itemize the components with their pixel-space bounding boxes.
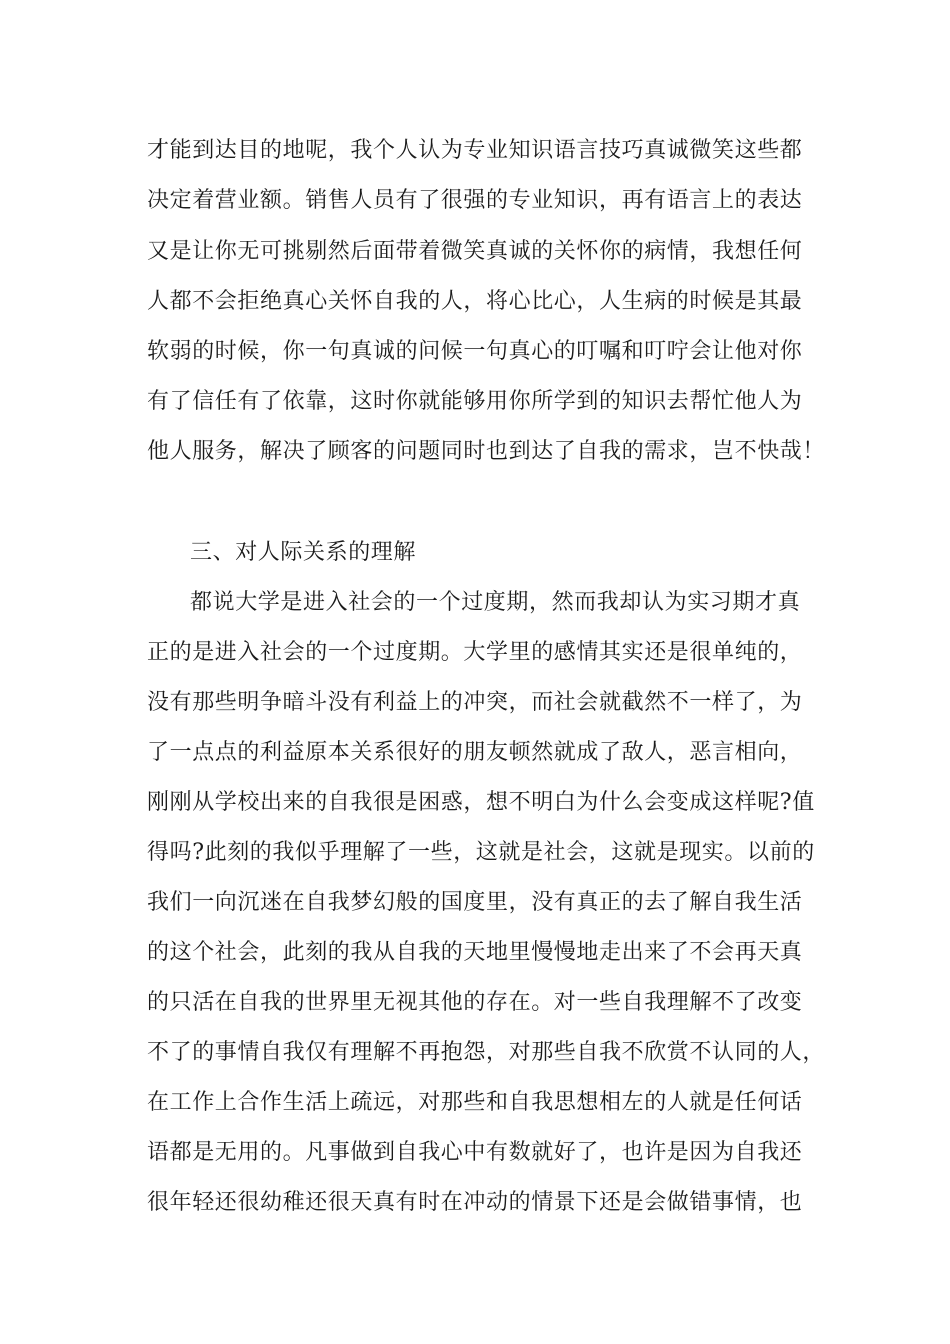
paragraph-line: 的只活在自我的世界里无视其他的存在。对一些自我理解不了改变 [147, 990, 803, 1015]
paragraph-line: 才能到达目的地呢，我个人认为专业知识语言技巧真诚微笑这些都 [147, 138, 803, 163]
paragraph-line: 了一点点的利益原本关系很好的朋友顿然就成了敌人，恶言相向， [147, 740, 803, 765]
paragraph-line: 语都是无用的。凡事做到自我心中有数就好了，也许是因为自我还 [147, 1140, 803, 1165]
section-heading: 三、对人际关系的理解 [190, 540, 417, 565]
paragraph-line: 我们一向沉迷在自我梦幻般的国度里，没有真正的去了解自我生活 [147, 890, 803, 915]
paragraph-line: 人都不会拒绝真心关怀自我的人，将心比心，人生病的时候是其最 [147, 289, 803, 314]
paragraph-line: 他人服务，解决了顾客的问题同时也到达了自我的需求，岂不快哉！ [147, 439, 826, 464]
paragraph-line: 刚刚从学校出来的自我很是困惑，想不明白为什么会变成这样呢?值 [147, 790, 815, 815]
paragraph-line: 软弱的时候，你一句真诚的问候一句真心的叮嘱和叮咛会让他对你 [147, 339, 803, 364]
paragraph-line: 的这个社会，此刻的我从自我的天地里慢慢地走出来了不会再天真 [147, 940, 803, 965]
paragraph-line: 没有那些明争暗斗没有利益上的冲突，而社会就截然不一样了，为 [147, 690, 803, 715]
paragraph-line: 很年轻还很幼稚还很天真有时在冲动的情景下还是会做错事情，也 [147, 1190, 803, 1215]
paragraph-line: 又是让你无可挑剔然后面带着微笑真诚的关怀你的病情，我想任何 [147, 239, 803, 264]
paragraph-line: 得吗?此刻的我似乎理解了一些，这就是社会，这就是现实。以前的 [147, 840, 815, 865]
paragraph-line: 决定着营业额。销售人员有了很强的专业知识，再有语言上的表达 [147, 188, 803, 213]
paragraph-line: 在工作上合作生活上疏远，对那些和自我思想相左的人就是任何话 [147, 1090, 803, 1115]
paragraph-line: 有了信任有了依靠，这时你就能够用你所学到的知识去帮忙他人为 [147, 389, 803, 414]
paragraph-line: 不了的事情自我仅有理解不再抱怨，对那些自我不欣赏不认同的人， [147, 1040, 826, 1065]
paragraph-line: 正的是进入社会的一个过度期。大学里的感情其实还是很单纯的， [147, 640, 803, 665]
paragraph-line: 都说大学是进入社会的一个过度期，然而我却认为实习期才真 [190, 590, 801, 615]
